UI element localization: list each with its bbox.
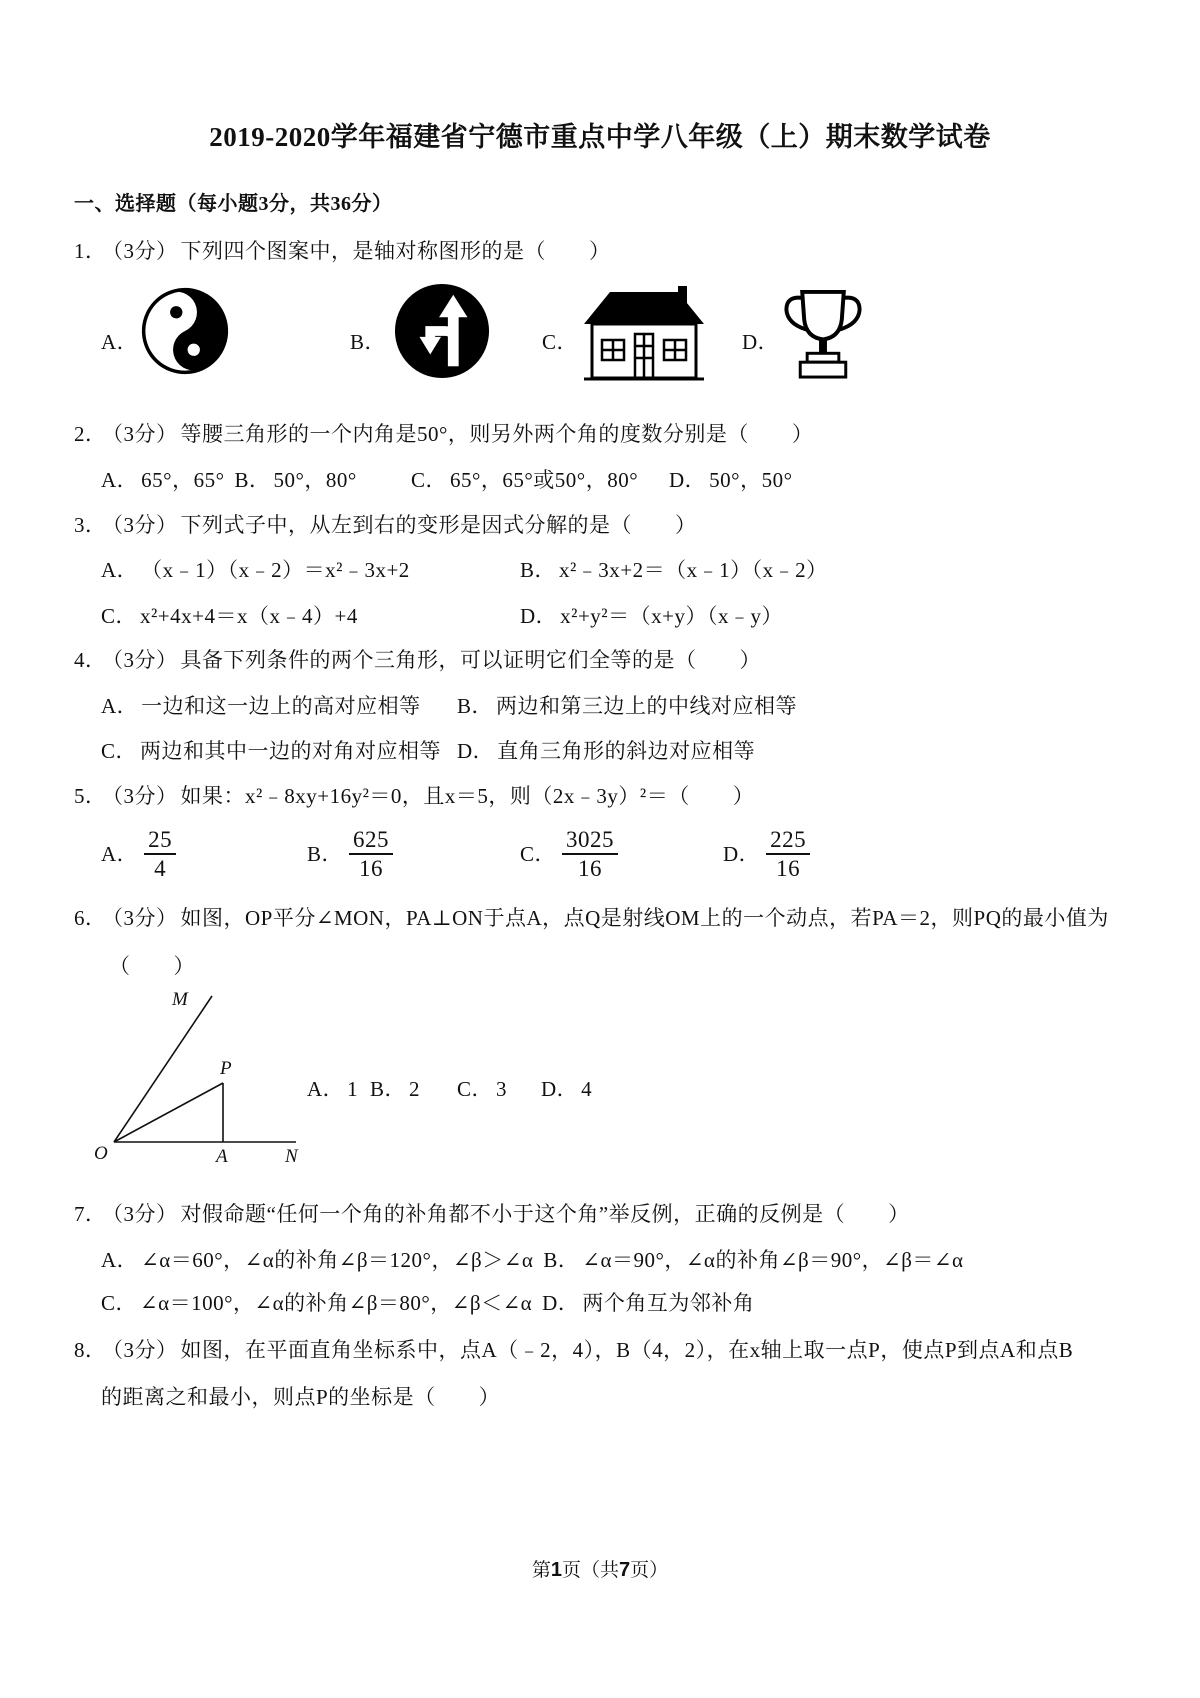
ray-om: [114, 996, 212, 1142]
option-d: [669, 467, 792, 493]
road-sign-icon: [393, 281, 491, 381]
option-d: [723, 826, 810, 882]
numerator: 25: [148, 827, 173, 852]
option-b: [457, 693, 797, 719]
option-b: [370, 1076, 457, 1102]
option-b: [543, 1247, 963, 1273]
numerator: 225: [770, 827, 807, 852]
option-text: 3: [496, 1077, 508, 1101]
option-label: B．: [457, 694, 494, 718]
label-p: P: [220, 1058, 232, 1079]
option-label: D．: [457, 739, 495, 763]
option-text: x²+4x+4＝x（x﹣4）+4: [140, 604, 358, 628]
option-text: 1: [347, 1077, 359, 1101]
option-c: [520, 826, 723, 882]
options-row: [101, 603, 783, 629]
question-6: [74, 905, 1109, 931]
options-row: [101, 693, 797, 719]
option-label: A．: [101, 694, 139, 718]
question-score: （3分）: [112, 648, 178, 672]
denominator: 16: [578, 856, 603, 881]
page-number: 1: [550, 1559, 562, 1581]
option-text: ∠α＝60°，∠α的补角∠β＝120°，∠β＞∠α: [141, 1248, 534, 1272]
footer-suffix: 页）: [630, 1560, 669, 1581]
option-text: 50°，50°: [709, 468, 793, 492]
question-7: [74, 1201, 910, 1227]
option-text: 两边和其中一边的对角对应相等: [140, 739, 442, 763]
option-d: [457, 738, 755, 764]
option-text: 65°，65°: [141, 468, 225, 492]
options-row: [101, 738, 755, 764]
question-4: [74, 647, 761, 673]
question-stem-continued: 的距离之和最小，则点P的坐标是（ ）: [101, 1385, 501, 1409]
label-a: A: [216, 1146, 228, 1167]
option-text: x²﹣3x+2＝（x﹣1）（x﹣2）: [559, 558, 828, 582]
question-stem: 下列四个图案中，是轴对称图形的是（ ）: [180, 239, 611, 263]
options-row: [307, 1076, 592, 1102]
option-label: C．: [101, 1291, 138, 1315]
question-score: （3分）: [112, 906, 178, 930]
denominator: 16: [359, 856, 384, 881]
options-row: [101, 826, 810, 882]
trophy-icon: [780, 286, 866, 381]
question-number: 3．: [74, 513, 107, 537]
option-a: [101, 826, 307, 882]
option-b: [520, 557, 828, 583]
option-text: 直角三角形的斜边对应相等: [497, 739, 756, 763]
numerator: 625: [353, 827, 390, 852]
option-d: [541, 1076, 592, 1102]
numerator: 3025: [566, 827, 615, 852]
option-c-label: C．: [542, 330, 579, 354]
question-number: 6．: [74, 906, 107, 930]
option-text: ∠α＝100°，∠α的补角∠β＝80°，∠β＜∠α: [140, 1291, 533, 1315]
question-stem: 如图，OP平分∠MON，PA⊥ON于点A，点Q是射线OM上的一个动点，若PA＝2，则PQ的最小值为: [180, 906, 1109, 930]
question-score: （3分）: [112, 239, 178, 263]
question-1: [74, 238, 611, 264]
question-score: （3分）: [112, 1338, 178, 1362]
option-label: C．: [457, 1077, 494, 1101]
option-label: C．: [101, 604, 138, 628]
fraction: [562, 826, 618, 882]
fraction: [349, 826, 393, 882]
question-stem: 下列式子中，从左到右的变形是因式分解的是（ ）: [180, 513, 697, 537]
exam-title: 2019-2020学年福建省宁德市重点中学八年级（上）期末数学试卷: [209, 122, 991, 152]
option-label: B．: [543, 1248, 580, 1272]
question-5: [74, 783, 754, 809]
question-number: 1．: [74, 239, 107, 263]
option-text: 50°，80°: [273, 468, 357, 492]
footer-prefix: 第: [531, 1560, 551, 1581]
option-label: C．: [411, 468, 448, 492]
option-d: [542, 1290, 754, 1316]
question-score: （3分）: [112, 422, 178, 446]
question-stem: 等腰三角形的一个内角是50°，则另外两个角的度数分别是（ ）: [180, 422, 814, 446]
fraction: [144, 826, 176, 882]
option-label: C．: [520, 842, 557, 866]
label-m: M: [172, 989, 188, 1010]
total-pages: 7: [619, 1559, 631, 1581]
option-label: D．: [669, 468, 707, 492]
option-label: B．: [370, 1077, 407, 1101]
option-label: A．: [101, 842, 139, 866]
question-number: 2．: [74, 422, 107, 446]
house-icon: [580, 284, 708, 382]
option-b-label: B．: [350, 330, 387, 354]
option-c: [101, 1290, 532, 1316]
question-3: [74, 512, 697, 538]
option-label: D．: [542, 1291, 580, 1315]
option-text: x²+y²＝（x+y）（x﹣y）: [560, 604, 783, 628]
question-number: 8．: [74, 1338, 107, 1362]
option-a: [101, 693, 457, 719]
question-stem-continued: （ ）: [109, 954, 195, 978]
label-n: N: [285, 1146, 298, 1167]
option-label: B．: [307, 842, 344, 866]
option-label: A．: [101, 1248, 139, 1272]
page-footer: [0, 1558, 1200, 1583]
option-label: A．: [101, 558, 139, 582]
option-b: [307, 826, 520, 882]
option-label: B．: [520, 558, 557, 582]
question-score: （3分）: [112, 513, 178, 537]
option-a: [101, 467, 224, 493]
label-o: O: [94, 1143, 108, 1164]
option-c: [101, 603, 520, 629]
question-number: 7．: [74, 1202, 107, 1226]
options-row: [101, 557, 828, 583]
options-row: [101, 1247, 964, 1273]
footer-middle: 页（共: [561, 1560, 619, 1581]
option-d: [520, 603, 783, 629]
option-c: [411, 467, 669, 493]
denominator: 4: [154, 856, 167, 881]
fraction: [766, 826, 810, 882]
option-text: 一边和这一边上的高对应相等: [141, 694, 421, 718]
option-label: B．: [234, 468, 271, 492]
option-label: A．: [307, 1077, 345, 1101]
question-number: 5．: [74, 784, 107, 808]
question-stem: 具备下列条件的两个三角形，可以证明它们全等的是（ ）: [180, 648, 761, 672]
option-label: D．: [541, 1077, 579, 1101]
section-heading: 一、选择题（每小题3分，共36分）: [74, 193, 393, 215]
question-8: [74, 1337, 1073, 1363]
option-text: （x﹣1）（x﹣2）＝x²﹣3x+2: [141, 558, 410, 582]
question-number: 4．: [74, 648, 107, 672]
question-score: （3分）: [112, 784, 178, 808]
question-2: [74, 421, 813, 447]
option-a: [101, 1247, 533, 1273]
option-text: 两边和第三边上的中线对应相等: [496, 694, 798, 718]
options-row: [101, 467, 792, 493]
option-text: ∠α＝90°，∠α的补角∠β＝90°，∠β＝∠α: [582, 1248, 964, 1272]
option-text: 2: [409, 1077, 421, 1101]
option-a-label: A．: [101, 330, 139, 354]
option-b: [234, 467, 356, 493]
question-score: （3分）: [112, 1202, 178, 1226]
question-stem: 对假命题“任何一个角的补角都不小于这个角”举反例，正确的反例是（ ）: [180, 1202, 910, 1226]
yin-yang-icon: [141, 287, 229, 375]
option-text: 4: [581, 1077, 593, 1101]
segment-op: [114, 1083, 223, 1142]
question-stem: 如果：x²﹣8xy+16y²＝0，且x＝5，则（2x﹣3y）²＝（ ）: [180, 784, 755, 808]
option-label: D．: [520, 604, 558, 628]
option-label: A．: [101, 468, 139, 492]
option-d-label: D．: [742, 330, 780, 354]
option-c: [457, 1076, 541, 1102]
option-a: [307, 1076, 370, 1102]
angle-bisector-figure: [90, 985, 310, 1170]
option-a: [101, 557, 520, 583]
option-text: 两个角互为邻补角: [582, 1291, 755, 1315]
option-label: C．: [101, 739, 138, 763]
option-c: [101, 738, 457, 764]
option-group-ab: [101, 467, 411, 493]
denominator: 16: [776, 856, 801, 881]
question-stem: 如图，在平面直角坐标系中，点A（﹣2，4），B（4，2），在x轴上取一点P，使点P到点A和点B: [180, 1338, 1074, 1362]
option-label: D．: [723, 842, 761, 866]
options-row: [101, 1290, 754, 1316]
option-text: 65°，65°或50°，80°: [450, 468, 639, 492]
